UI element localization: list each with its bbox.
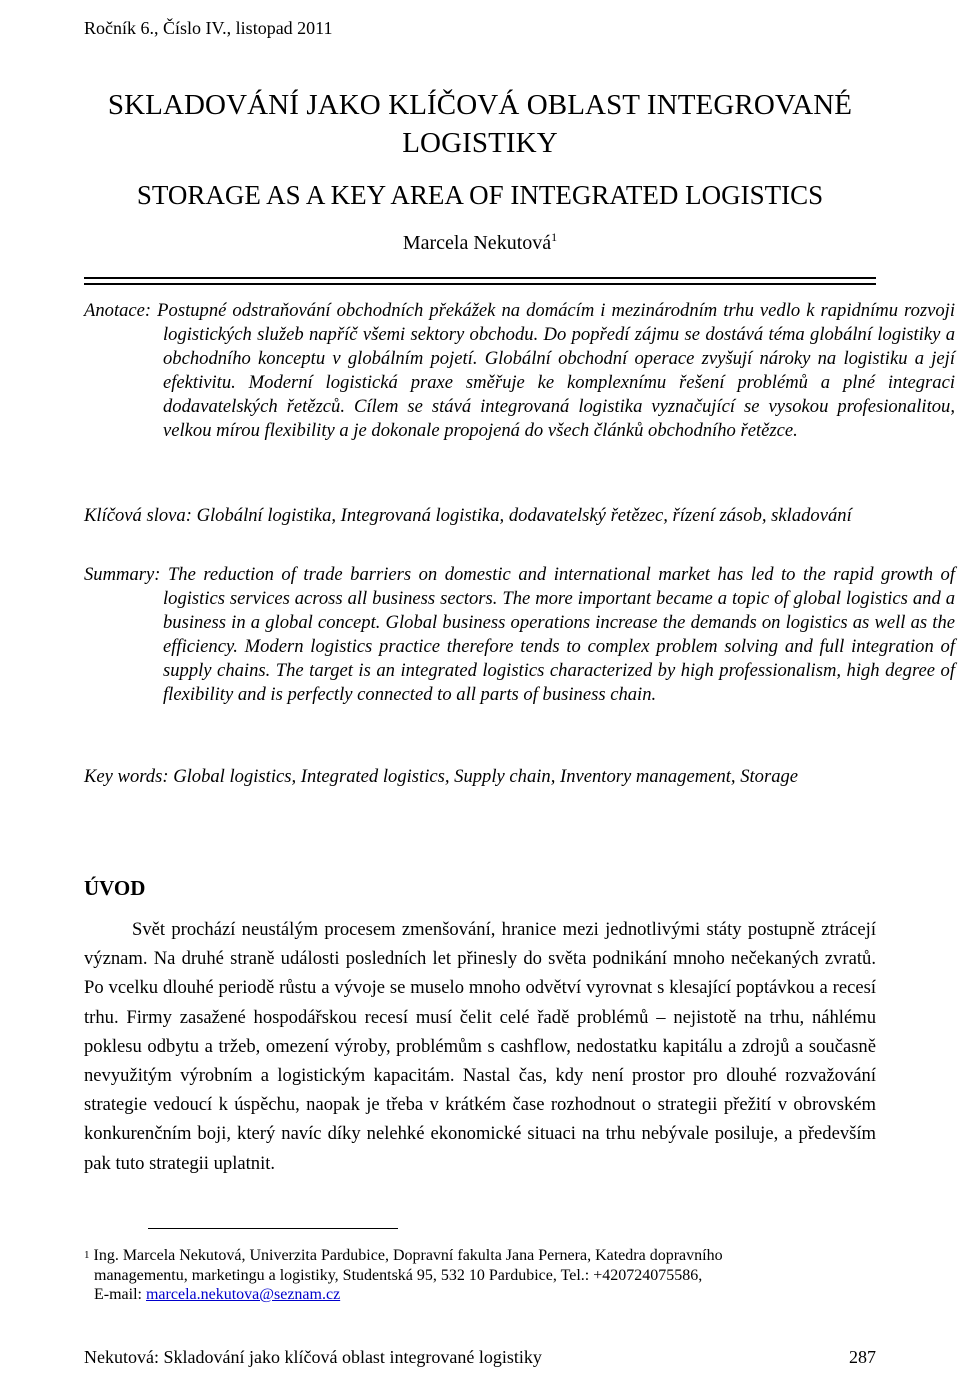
footnote-email-label: E-mail: <box>94 1286 142 1303</box>
abstract-czech <box>84 299 955 443</box>
footnote-line3 <box>84 1285 876 1305</box>
intro-paragraph: Svět prochází neustálým procesem zmenšování, hranice mezi jednotlivými státy postupně ztrácejí význam. Na druhé straně události posledních let přinesly do světa podnikání mnoho nečekaných zvratů. Po vcelku dlouhé periodě růstu a vývoje se muselo mnoho odvětví vyrovnat s klesající poptávkou a recesí trhu. Firmy zasažené hospodářskou recesí musí čelit celé řadě problémů – nejistotě na trhu, náhlému poklesu odbytu a tržeb, omezení výroby, problémům s cashflow, nedostatku kapitálu a zdrojů a současně nevyužitým výrobním a logistickým kapacitám. Nastal čas, kdy není prostor pro dlouhé rozvažování strategie vedoucí k úspěchu, naopak je třeba v krátkém čase rozhodnout o strategii přežití v obrovském konkurenčním boji, který navíc díky nelehké ekonomické situaci na trhu nebývale posiluje, a především pak tuto strategii uplatnit. <box>84 919 876 1174</box>
double-rule-bottom <box>84 283 876 285</box>
footnote-mark: 1 <box>84 1249 90 1261</box>
footnote-rule <box>148 1228 398 1229</box>
abstract-czech-text: Postupné odstraňování obchodních překážek na domácím i mezinárodním trhu vedlo k rapidnímu rozvoji logistických služeb napříč všemi sektory obchodu. Do popředí zájmu se dostává téma globální logistiky a obchodního konceptu v globálním pojetí. Globální obchodní operace zvyšují nároky na logistiku a její efektivitu. Moderní logistická praxe směřuje ke komplexnímu řešení problémů a plné integraci dodavatelských řetězců. Cílem se stává integrovaná logistika vyznačující se vysokou profesionalitou, velkou mírou flexibility a je dokonale propojená do všech článků obchodního řetězce. <box>157 300 955 441</box>
intro-body <box>84 915 876 1178</box>
footnote-line2: managementu, marketingu a logistiky, Studentská 95, 532 10 Pardubice, Tel.: +420724075586, <box>94 1266 703 1284</box>
footer-running-title: Nekutová: Skladování jako klíčová oblast integrované logistiky <box>84 1347 542 1367</box>
footer-page-number: 287 <box>849 1347 876 1367</box>
author-footnote-mark: 1 <box>551 230 558 244</box>
summary-english-text: The reduction of trade barriers on domestic and international market has led to the rapid growth of logistics services across all business sectors. The more important became a topic of global logistics and a business in a global concept. Global business operations increase the demands on logistics as well as the efficiency. Modern logistics practice therefore tends to complex problem solving and full integration of supply chains. The target is an integrated logistics characterized by high professionalism, high degree of flexibility and is perfectly connected to all parts of business chain. <box>163 564 955 705</box>
page-footer <box>84 1347 876 1368</box>
keywords-czech <box>84 504 955 528</box>
keywords-czech-label: Klíčová slova: <box>84 505 192 526</box>
article-title-english: STORAGE AS A KEY AREA OF INTEGRATED LOGISTICS <box>136 180 824 210</box>
abstract-czech-label: Anotace: <box>84 300 152 321</box>
footnote <box>84 1246 876 1305</box>
keywords-english-text: Global logistics, Integrated logistics, Supply chain, Inventory management, Storage <box>173 766 799 787</box>
article-title-line2: LOGISTIKY <box>402 127 558 159</box>
keywords-english-label: Key words: <box>84 766 169 787</box>
summary-english <box>84 563 955 707</box>
footnote-line1 <box>84 1246 876 1266</box>
author-name: Marcela Nekutová <box>402 232 552 254</box>
summary-english-label: Summary: <box>84 564 161 585</box>
double-rule-top <box>84 277 876 279</box>
section-heading-intro: ÚVOD <box>84 876 146 900</box>
keywords-english <box>84 765 955 789</box>
footnote-line1-text: Ing. Marcela Nekutová, Univerzita Pardubice, Dopravní fakulta Jana Pernera, Katedra dopravního <box>93 1247 723 1264</box>
journal-issue-header: Ročník 6., Číslo IV., listopad 2011 <box>84 18 333 38</box>
keywords-czech-text: Globální logistika, Integrovaná logistika, dodavatelský řetězec, řízení zásob, skladování <box>196 505 852 526</box>
article-title-line1: SKLADOVÁNÍ JAKO KLÍČOVÁ OBLAST INTEGROVANÉ <box>107 89 853 121</box>
footnote-email-link[interactable]: marcela.nekutova@seznam.cz <box>145 1286 341 1303</box>
author-line <box>84 232 876 255</box>
article-title <box>84 86 876 162</box>
